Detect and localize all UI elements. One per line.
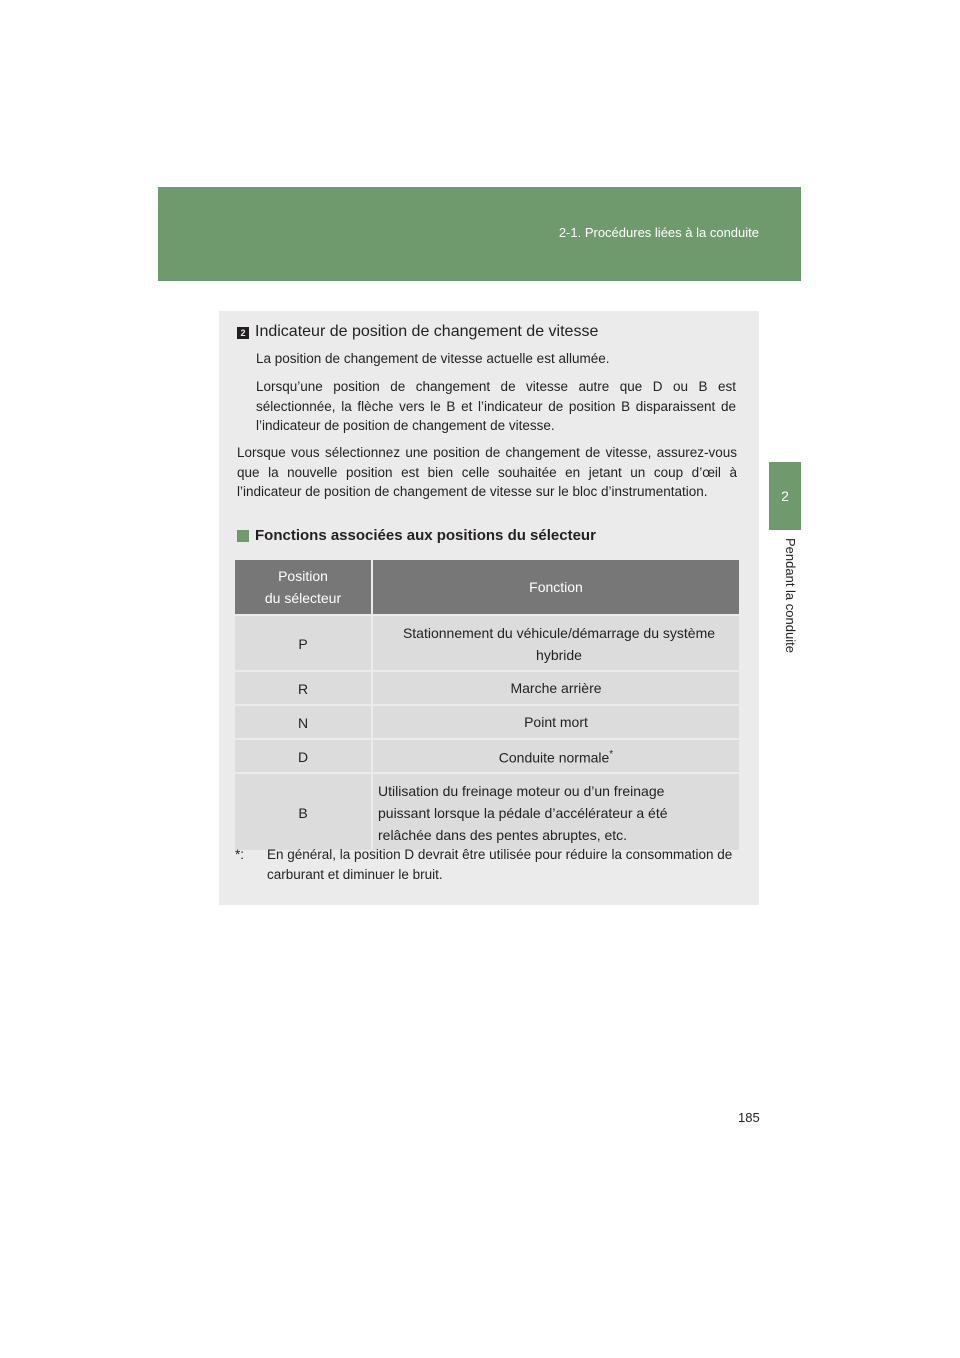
square-bullet-icon (237, 530, 249, 542)
selector-table (235, 560, 739, 850)
item-paragraph-2: Lorsqu’une position de changement de vitesse autre que D ou B est sélectionnée, la flèche vers le B et l’indicateur de position B disparaissent de l’indicateur de position de changement de vitesse. (256, 379, 736, 433)
item-number-badge: 2 (237, 327, 249, 339)
item-heading (237, 323, 598, 341)
table-row (235, 615, 739, 671)
chapter-header-band (158, 187, 801, 281)
table-row (235, 705, 739, 739)
page-number: 185 (738, 1110, 760, 1125)
footnote (235, 845, 737, 884)
cell-position: N (235, 705, 372, 739)
chapter-tab-label: Pendant la conduite (783, 538, 798, 653)
table-row (235, 773, 739, 850)
body-paragraph: Lorsque vous sélectionnez une position de changement de vitesse, assurez-vous que la nouvelle position est bien celle souhaitée en jetant un coup d’œil à l’indicateur de position de changement de vitesse sur le bloc d’instrumentation. (237, 445, 737, 499)
item-paragraph-1: La position de changement de vitesse actuelle est allumée. (256, 351, 610, 366)
table-header-row (235, 560, 739, 615)
cell-function: Conduite normale* (372, 739, 739, 773)
cell-position: R (235, 671, 372, 705)
subheading (237, 527, 596, 544)
table-row (235, 671, 739, 705)
footnote-text: En général, la position D devrait être utilisée pour réduire la consommation de carburant et diminuer le bruit. (267, 847, 733, 882)
cell-position: B (235, 773, 372, 850)
cell-function: Point mort (372, 705, 739, 739)
cell-function: Marche arrière (372, 671, 739, 705)
chapter-tab: 2 (769, 462, 801, 530)
item-title: Indicateur de position de changement de vitesse (255, 323, 599, 340)
cell-position: D (235, 739, 372, 773)
content-panel (219, 311, 759, 905)
footnote-mark: *: (235, 847, 245, 862)
header-position: Position du sélecteur (235, 560, 372, 615)
cell-function: Utilisation du freinage moteur ou d’un freinage puissant lorsque la pédale d’accélérateur a été relâchée dans des pentes abruptes, etc. (372, 773, 739, 850)
footnote-marker: * (609, 748, 614, 760)
cell-function: Stationnement du véhicule/démarrage du système hybride (372, 615, 739, 671)
cell-position: P (235, 615, 372, 671)
header-function: Fonction (372, 560, 739, 615)
table-row (235, 739, 739, 773)
subheading-text: Fonctions associées aux positions du sélecteur (255, 527, 596, 544)
section-title: 2-1. Procédures liées à la conduite (558, 225, 759, 240)
